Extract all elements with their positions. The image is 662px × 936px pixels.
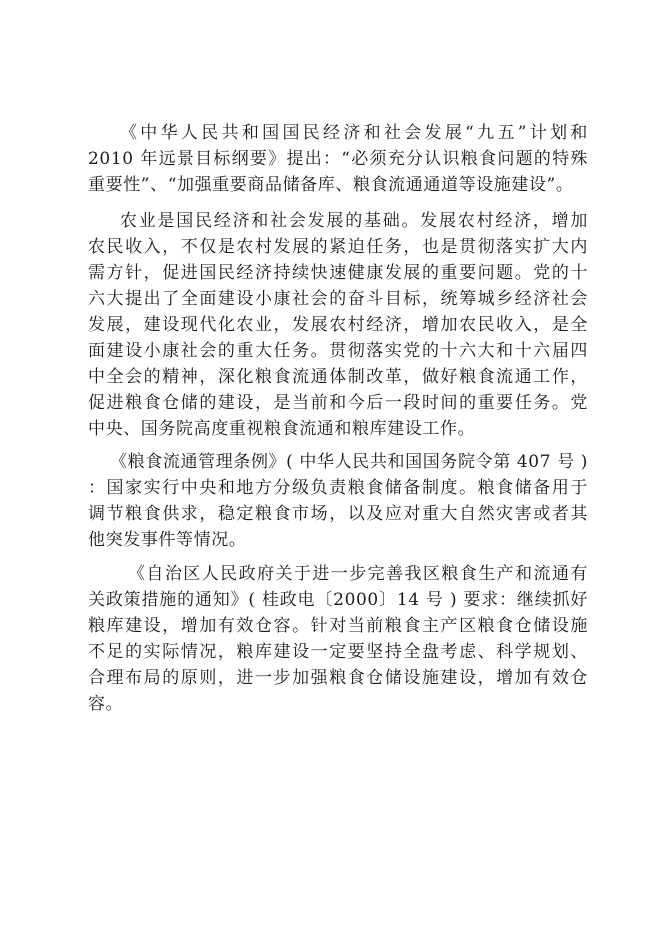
paragraph-4-line-4: 不足的实际情况，粮库建设一定要坚持全盘考虑、科学规划、 [88,642,588,662]
paragraph-4-line-6: 容。 [88,694,124,714]
paragraph-4-line-1: 《自治区人民政府关于进一步完善我区粮食生产和流通有 [128,564,588,584]
paragraph-2-line-9: 中央、国务院高度重视粮食流通和粮库建设工作。 [88,419,476,439]
paragraph-1-line-2: 2010 年远景目标纲要》提出：“必须充分认识粮食问题的特殊 [88,149,588,169]
paragraph-2-line-8: 促进粮食仓储的建设，是当前和今后一段时间的重要任务。党 [88,393,588,413]
paragraph-4-line-3: 粮库建设，增加有效仓容。针对当前粮食主产区粮食仓储设施 [88,616,588,636]
paragraph-3-line-4: 他突发事件等情况。 [88,530,247,550]
paragraph-2-line-2: 农民收入，不仅是农村发展的紧迫任务，也是贯彻落实扩大内 [88,237,588,257]
paragraph-2-line-5: 发展，建设现代化农业，发展农村经济，增加农民收入，是全 [88,315,588,335]
paragraph-3 [88,449,588,553]
paragraph-2-line-7: 中全会的精神，深化粮食流通体制改革，做好粮食流通工作， [88,367,588,387]
paragraph-3-line-3: 调节粮食供求，稳定粮食市场，以及应对重大自然灾害或者其 [88,504,588,524]
paragraph-1 [88,120,588,198]
paragraph-2-line-4: 六大提出了全面建设小康社会的奋斗目标，统筹城乡经济社会 [88,289,588,309]
document-body [88,120,588,717]
paragraph-2 [88,208,588,442]
paragraph-1-line-3: 重要性”、“加强重要商品储备库、粮食流通通道等设施建设”。 [88,175,574,195]
paragraph-4 [88,561,588,717]
paragraph-4-line-2: 关政策措施的通知》( 桂政电〔2000〕14 号 ) 要求：继续抓好 [88,590,588,610]
paragraph-3-line-2: ：国家实行中央和地方分级负责粮食储备制度。粮食储备用于 [88,478,588,498]
paragraph-1-line-1: 《中华人民共和国国民经济和社会发展“九五”计划和 [120,123,588,143]
paragraph-3-line-1: 《粮食流通管理条例》( 中华人民共和国国务院令第 407 号 ) [110,452,588,472]
paragraph-2-line-3: 需方针，促进国民经济持续快速健康发展的重要问题。党的十 [88,263,588,283]
paragraph-2-line-1: 农业是国民经济和社会发展的基础。发展农村经济，增加 [120,211,588,231]
paragraph-4-line-5: 合理布局的原则，进一步加强粮食仓储设施建设，增加有效仓 [88,668,588,688]
paragraph-2-line-6: 面建设小康社会的重大任务。贯彻落实党的十六大和十六届四 [88,341,588,361]
